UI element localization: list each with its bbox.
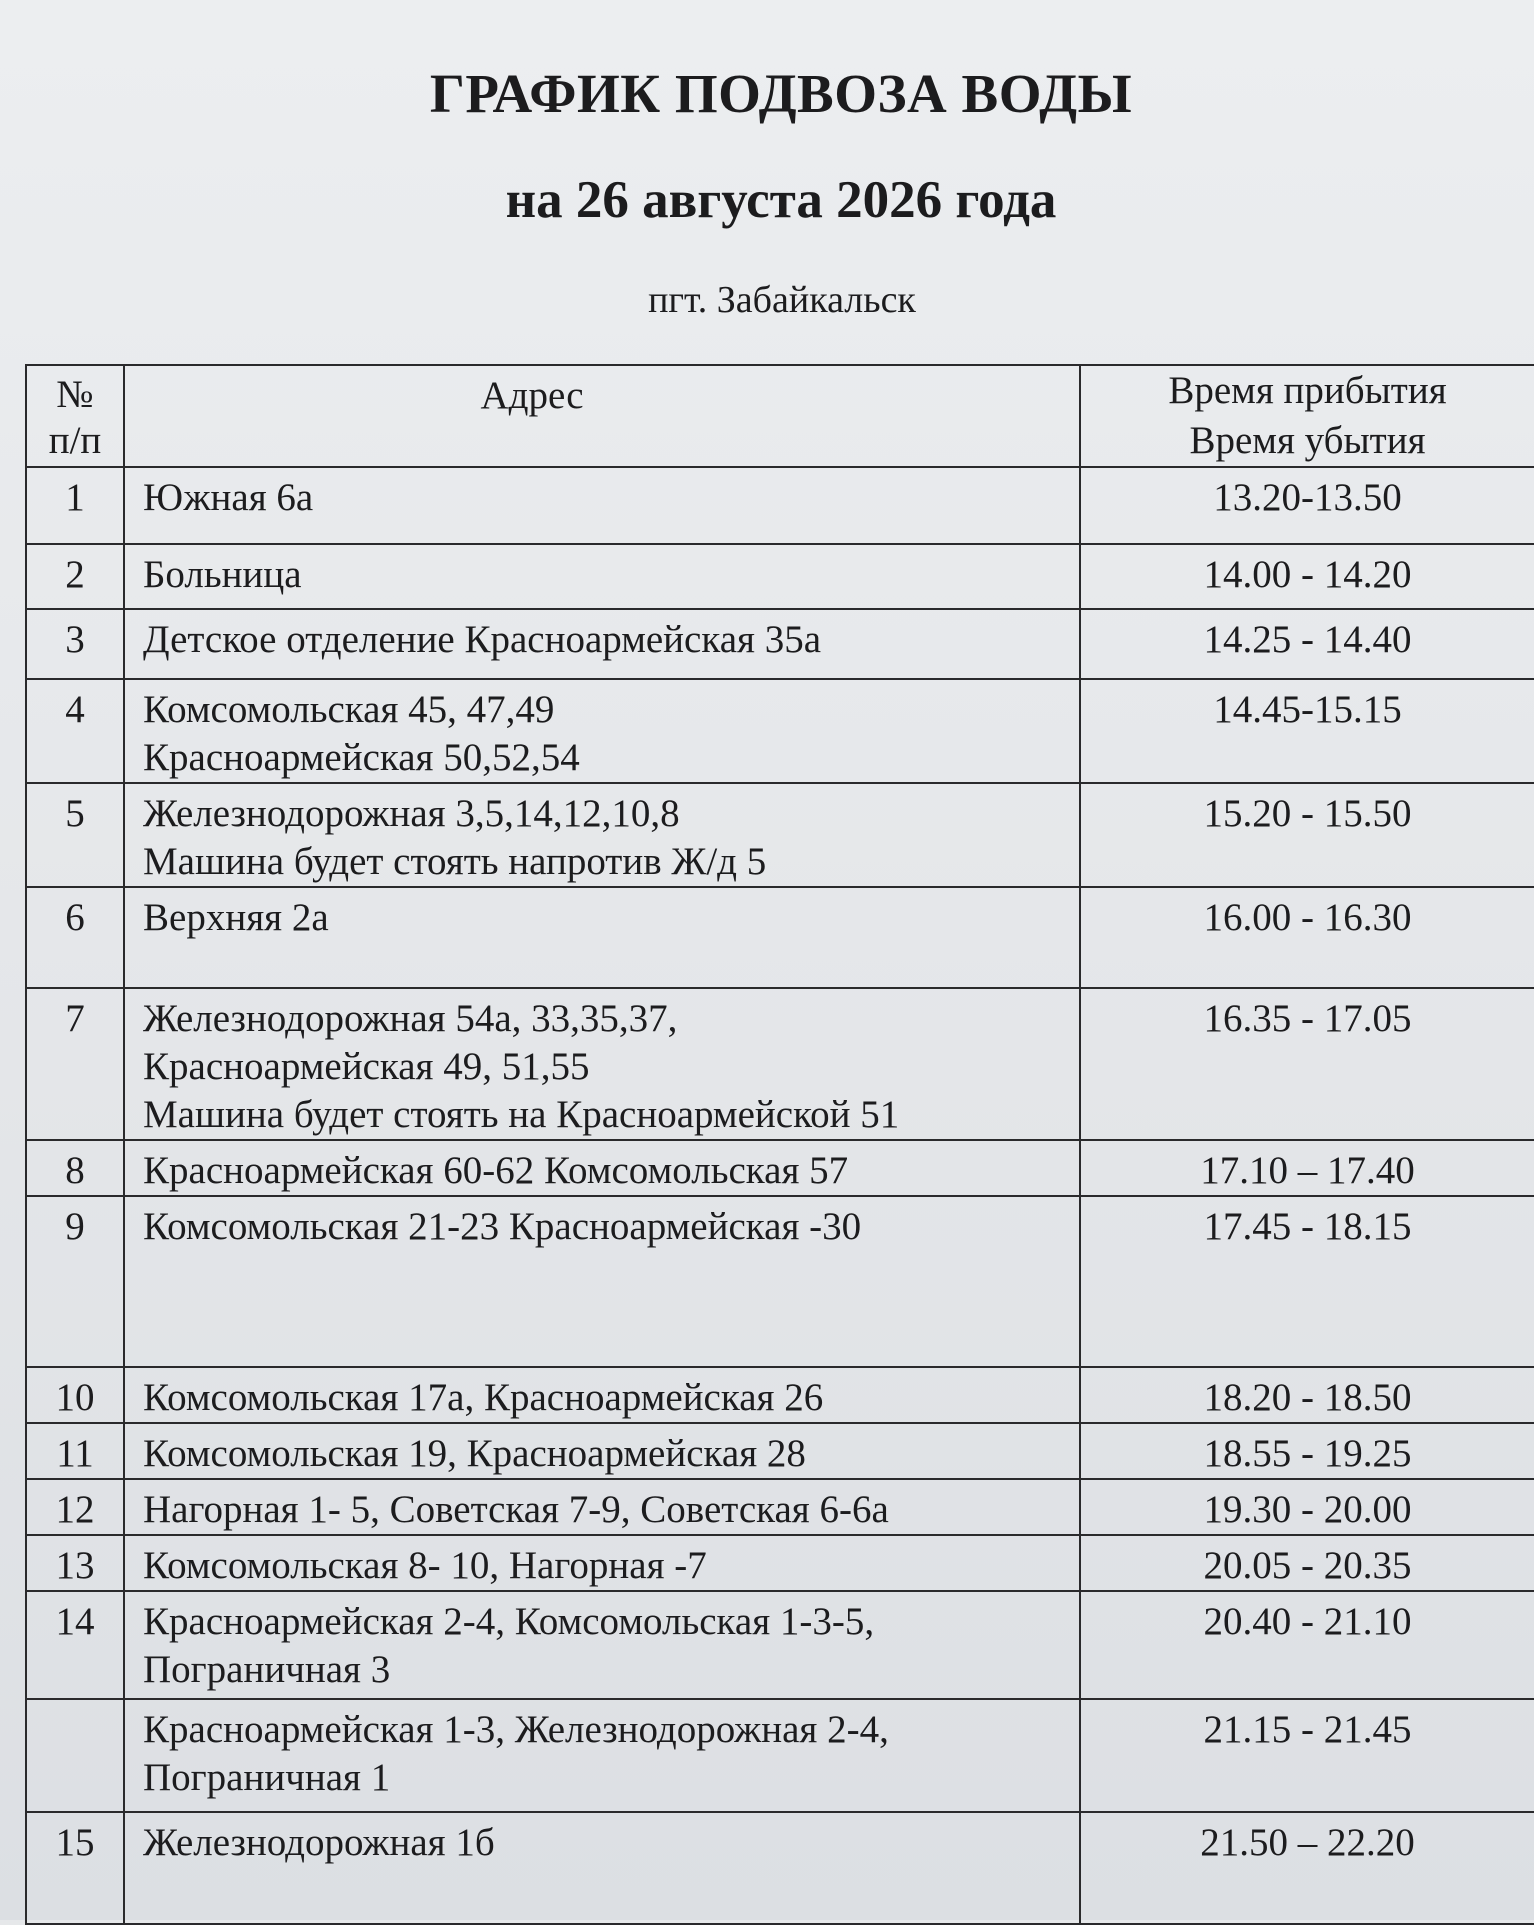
row-number: 10 bbox=[26, 1367, 124, 1423]
row-time-window: 21.15 - 21.45 bbox=[1080, 1699, 1534, 1812]
address-line: Комсомольская 19, Красноармейская 28 bbox=[143, 1432, 806, 1475]
table-row bbox=[26, 988, 1534, 1140]
row-address bbox=[124, 1196, 1080, 1367]
address-line: Железнодорожная 1б bbox=[143, 1821, 495, 1864]
row-number bbox=[26, 1699, 124, 1812]
column-header-number bbox=[26, 365, 124, 467]
row-address bbox=[124, 1591, 1080, 1699]
table-row bbox=[26, 1591, 1534, 1699]
address-line: Больница bbox=[143, 553, 302, 596]
row-address bbox=[124, 679, 1080, 783]
row-address bbox=[124, 609, 1080, 679]
table-row bbox=[26, 1367, 1534, 1423]
row-time-window: 18.55 - 19.25 bbox=[1080, 1423, 1534, 1479]
table-row bbox=[26, 1812, 1534, 1924]
document-title: ГРАФИК ПОДВОЗА ВОДЫ bbox=[429, 63, 1133, 124]
table-row bbox=[26, 1196, 1534, 1367]
address-line: Красноармейская 49, 51,55 bbox=[143, 1045, 590, 1088]
row-time-window: 21.50 – 22.20 bbox=[1080, 1812, 1534, 1924]
table-row bbox=[26, 887, 1534, 988]
row-time-window: 17.10 – 17.40 bbox=[1080, 1140, 1534, 1196]
row-number: 6 bbox=[26, 887, 124, 988]
row-address bbox=[124, 544, 1080, 609]
table-row bbox=[26, 609, 1534, 679]
row-time-window: 18.20 - 18.50 bbox=[1080, 1367, 1534, 1423]
row-time-window: 14.25 - 14.40 bbox=[1080, 609, 1534, 679]
column-header-address: Адрес bbox=[124, 365, 1080, 467]
settlement-name: пгт. Забайкальск bbox=[648, 279, 916, 321]
row-number: 2 bbox=[26, 544, 124, 609]
table-body bbox=[26, 467, 1534, 1924]
address-line: Железнодорожная 3,5,14,12,10,8 bbox=[143, 792, 680, 835]
row-address bbox=[124, 988, 1080, 1140]
row-address bbox=[124, 1479, 1080, 1535]
table-row bbox=[26, 1699, 1534, 1812]
row-time-window: 20.40 - 21.10 bbox=[1080, 1591, 1534, 1699]
address-line: Красноармейская 2-4, Комсомольская 1-3-5, bbox=[143, 1600, 875, 1643]
row-time-window: 14.45-15.15 bbox=[1080, 679, 1534, 783]
row-number: 15 bbox=[26, 1812, 124, 1924]
row-time-window: 15.20 - 15.50 bbox=[1080, 783, 1534, 887]
column-header-time bbox=[1080, 365, 1534, 467]
row-number: 14 bbox=[26, 1591, 124, 1699]
row-address bbox=[124, 467, 1080, 544]
table-row bbox=[26, 467, 1534, 544]
row-time-window: 19.30 - 20.00 bbox=[1080, 1479, 1534, 1535]
column-header-number-line2: п/п bbox=[48, 419, 102, 462]
row-address bbox=[124, 1812, 1080, 1924]
column-header-arrival: Время прибытия bbox=[1168, 369, 1447, 412]
address-line: Комсомольская 45, 47,49 bbox=[143, 688, 555, 731]
row-address bbox=[124, 1140, 1080, 1196]
column-header-departure: Время убытия bbox=[1189, 419, 1426, 462]
table-row bbox=[26, 783, 1534, 887]
row-number: 8 bbox=[26, 1140, 124, 1196]
row-time-window: 14.00 - 14.20 bbox=[1080, 544, 1534, 609]
row-number: 7 bbox=[26, 988, 124, 1140]
address-line: Красноармейская 1-3, Железнодорожная 2-4, bbox=[143, 1708, 889, 1751]
row-address bbox=[124, 1423, 1080, 1479]
water-delivery-schedule-table bbox=[25, 364, 1534, 1925]
address-line: Комсомольская 17а, Красноармейская 26 bbox=[143, 1376, 824, 1419]
address-line: Красноармейская 50,52,54 bbox=[143, 736, 580, 779]
table-header-row bbox=[26, 365, 1534, 467]
row-number: 13 bbox=[26, 1535, 124, 1591]
row-time-window: 17.45 - 18.15 bbox=[1080, 1196, 1534, 1367]
table-row bbox=[26, 1479, 1534, 1535]
table-row bbox=[26, 1535, 1534, 1591]
row-time-window: 13.20-13.50 bbox=[1080, 467, 1534, 544]
column-header-number-line1: № bbox=[56, 373, 94, 416]
row-address bbox=[124, 783, 1080, 887]
row-number: 11 bbox=[26, 1423, 124, 1479]
table-row bbox=[26, 544, 1534, 609]
address-line: Машина будет стоять на Красноармейской 51 bbox=[143, 1093, 900, 1136]
table-row bbox=[26, 1140, 1534, 1196]
address-line: Пограничная 1 bbox=[143, 1756, 391, 1799]
address-line: Нагорная 1- 5, Советская 7-9, Советская 6-6а bbox=[143, 1488, 889, 1531]
address-line: Комсомольская 8- 10, Нагорная -7 bbox=[143, 1544, 707, 1587]
row-address bbox=[124, 1367, 1080, 1423]
row-number: 9 bbox=[26, 1196, 124, 1367]
address-line: Пограничная 3 bbox=[143, 1648, 391, 1691]
row-address bbox=[124, 1699, 1080, 1812]
address-line: Детское отделение Красноармейская 35а bbox=[143, 618, 822, 661]
row-number: 5 bbox=[26, 783, 124, 887]
address-line: Машина будет стоять напротив Ж/д 5 bbox=[143, 840, 767, 883]
table-row bbox=[26, 1423, 1534, 1479]
address-line: Комсомольская 21-23 Красноармейская -30 bbox=[143, 1205, 862, 1248]
row-number: 12 bbox=[26, 1479, 124, 1535]
address-line: Железнодорожная 54а, 33,35,37, bbox=[143, 997, 678, 1040]
document-subtitle: на 26 августа 2026 года bbox=[505, 171, 1057, 229]
row-number: 1 bbox=[26, 467, 124, 544]
row-address bbox=[124, 887, 1080, 988]
row-time-window: 16.00 - 16.30 bbox=[1080, 887, 1534, 988]
row-time-window: 20.05 - 20.35 bbox=[1080, 1535, 1534, 1591]
row-number: 3 bbox=[26, 609, 124, 679]
row-address bbox=[124, 1535, 1080, 1591]
row-time-window: 16.35 - 17.05 bbox=[1080, 988, 1534, 1140]
address-line: Верхняя 2а bbox=[143, 896, 329, 939]
address-line: Красноармейская 60-62 Комсомольская 57 bbox=[143, 1149, 849, 1192]
row-number: 4 bbox=[26, 679, 124, 783]
table-row bbox=[26, 679, 1534, 783]
address-line: Южная 6а bbox=[143, 476, 314, 519]
